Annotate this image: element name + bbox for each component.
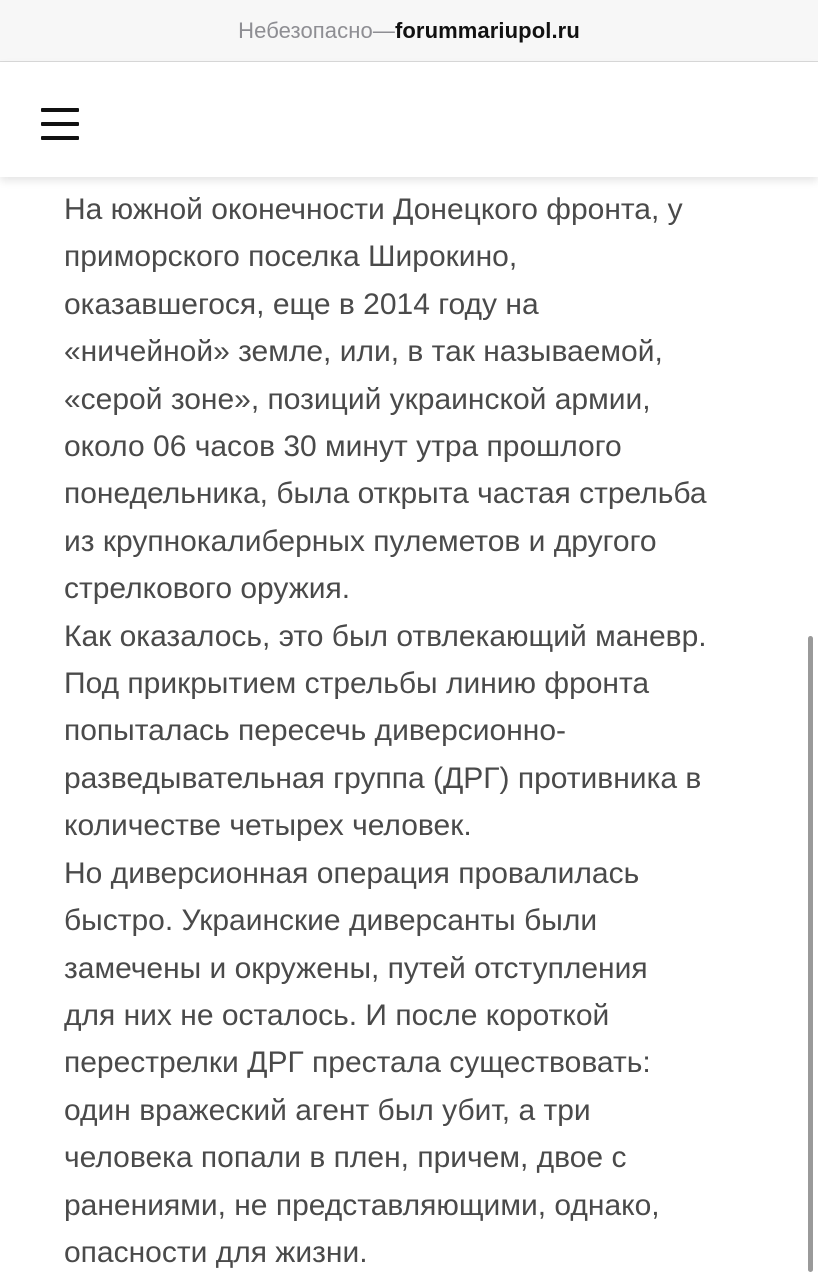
article-paragraph-2 xyxy=(64,613,774,850)
text-line: приморского поселка Широкино, xyxy=(64,240,518,274)
text-line: понедельника, была открыта частая стрельба xyxy=(64,477,707,511)
text-line: быстро. Украинские диверсанты были xyxy=(64,904,598,938)
vertical-scrollbar[interactable] xyxy=(808,636,813,1272)
text-line: оказавшегося, еще в 2014 году на xyxy=(64,287,539,321)
text-line: для них не осталось. И после короткой xyxy=(64,998,610,1032)
article-paragraph-1 xyxy=(64,186,774,613)
text-line: Но диверсионная операция провалилась xyxy=(64,856,640,890)
menu-bar-top xyxy=(41,108,79,112)
text-line: перестрелки ДРГ престала существовать: xyxy=(64,1046,651,1080)
insecure-label: Небезопасно xyxy=(238,17,373,43)
menu-bar-bottom xyxy=(41,136,79,140)
article-body xyxy=(64,186,774,1276)
text-line: около 06 часов 30 минут утра прошлого xyxy=(64,430,622,464)
text-line: количестве четырех человек. xyxy=(64,809,472,843)
text-line: «серой зоне», позиций украинской армии, xyxy=(64,382,651,416)
article-paragraph-3 xyxy=(64,850,774,1277)
site-domain: forummariupol.ru xyxy=(394,17,580,43)
text-line: из крупнокалиберных пулеметов и другого xyxy=(64,524,657,558)
text-line: один вражеский агент был убит, а три xyxy=(64,1093,591,1127)
site-header xyxy=(0,62,818,177)
text-line: замечены и окружены, путей отступления xyxy=(64,951,648,985)
text-line: На южной оконечности Донецкого фронта, у xyxy=(64,193,683,226)
address-separator: — xyxy=(372,17,395,43)
hamburger-menu-icon[interactable] xyxy=(41,108,79,142)
text-line: человека попали в плен, причем, двое с xyxy=(64,1141,627,1175)
text-line: опасности для жизни. xyxy=(64,1235,368,1269)
text-line: стрелкового оружия. xyxy=(64,572,351,606)
text-line: «ничейной» земле, или, в так называемой, xyxy=(64,335,663,369)
text-line: Как оказалось, это был отвлекающий маневр. xyxy=(64,619,707,653)
menu-bar-middle xyxy=(41,122,79,126)
text-line: разведывательная группа (ДРГ) противника в xyxy=(64,761,702,795)
browser-address-bar[interactable] xyxy=(0,0,818,62)
text-line: ранениями, не представляющими, однако, xyxy=(64,1188,660,1222)
text-line: попыталась пересечь диверсионно- xyxy=(64,714,567,748)
text-line: Под прикрытием стрельбы линию фронта xyxy=(64,667,650,701)
